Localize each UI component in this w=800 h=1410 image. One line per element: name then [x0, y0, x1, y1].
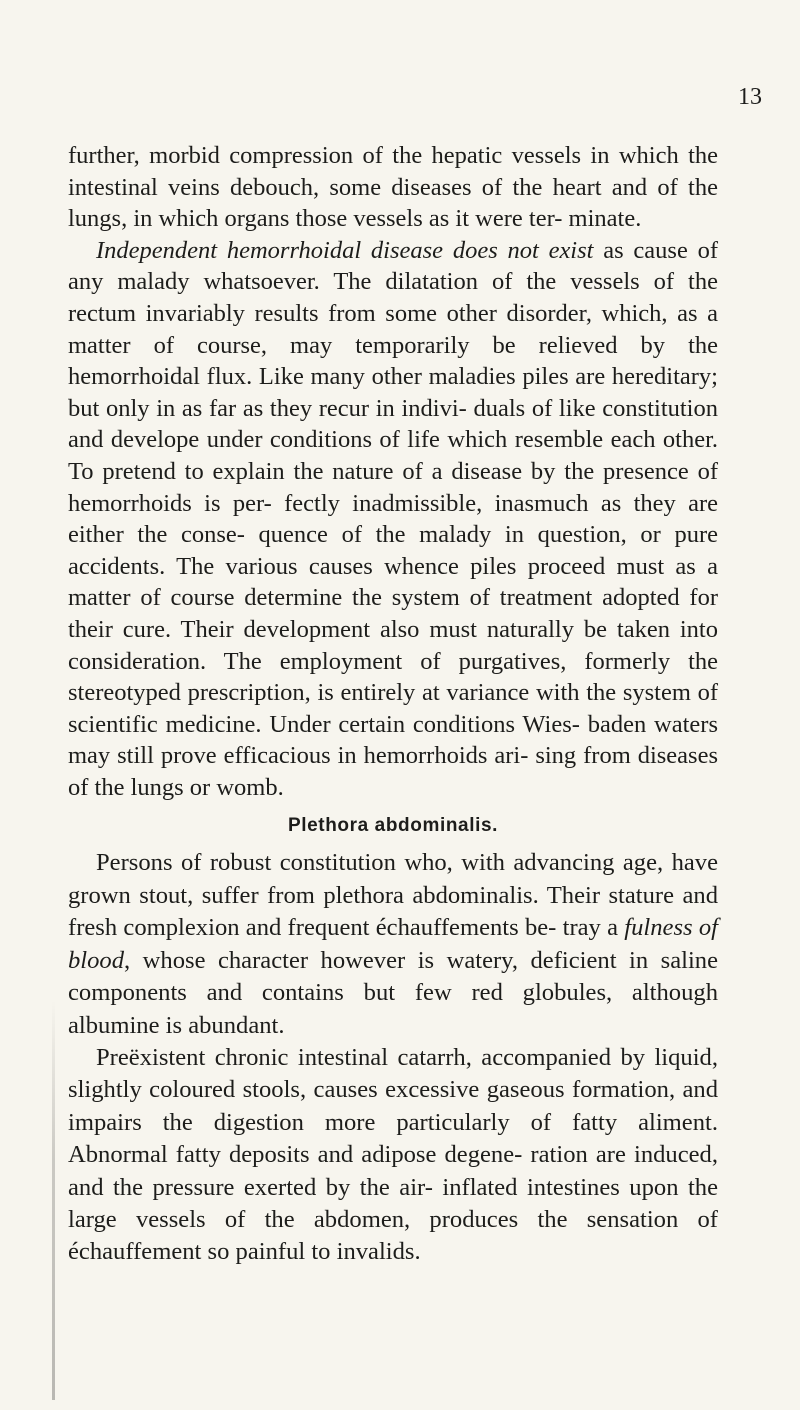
paragraph-text: , whose character however is watery, deficient in saline components and contains but few red globules, although albumine is abundant. [68, 946, 718, 1039]
italic-emphasis: Independent hemorrhoidal disease does not exist [96, 236, 594, 264]
paragraph-continuation: further, morbid compression of the hepatic vessels in which the intestinal veins debouch, some diseases of the heart and of the lungs, in which organs those vessels as it were ter- minate. [68, 142, 718, 233]
text-column [68, 140, 718, 1269]
page-edge-shadow [52, 1000, 55, 1400]
paragraph-hemorrhoidal-disease [68, 235, 718, 804]
paragraph-intestinal-catarrh: Preëxistent chronic intestinal catarrh, accompanied by liquid, slightly coloured stools, causes excessive gaseous formation, and impairs the digestion more particularly of fatty aliment. Abnormal fatty deposits and adipose degene- ration are induced, and the pressure exerted by the air- inflated intestines upon the large vessels of the abdomen, produces the sensation of échauffement so painful to invalids. [68, 1043, 718, 1266]
page-number: 13 [738, 84, 762, 110]
paragraph-text: as cause of any malady whatsoever. The dilatation of the vessels of the rectum invariably results from some other disorder, which, as a matter of course, may temporarily be relieved by the hemorrhoidal flux. Like many other maladies piles are hereditary; but only in as far as they recur in indivi- duals of like constitution and develope under conditions of life which resemble each other. To pretend to explain the nature of a disease by the presence of hemorrhoids is per- fectly inadmissible, inasmuch as they are either the conse- quence of the malady in question, or pure accidents. The various causes whence piles proceed must as a matter of course determine the system of treatment adopted for their cure. Their development also must naturally be taken into consideration. The employment of purgatives, formerly the stereotyped prescription, is entirely at variance with the system of scientific medicine. Under certain conditions Wies- baden waters may still prove efficacious in hemorrhoids ari- sing from diseases of the lungs or womb. [68, 236, 718, 801]
paragraph-text: Persons of robust constitution who, with advancing age, have grown stout, suffer from plethora abdominalis. Their stature and fresh complexion and frequent échauffements be- tray a [68, 849, 718, 942]
italic-emphasis: fulness of blood [68, 914, 718, 974]
section-heading: Plethora abdominalis. [287, 815, 499, 837]
paragraph-plethora [68, 847, 718, 1041]
